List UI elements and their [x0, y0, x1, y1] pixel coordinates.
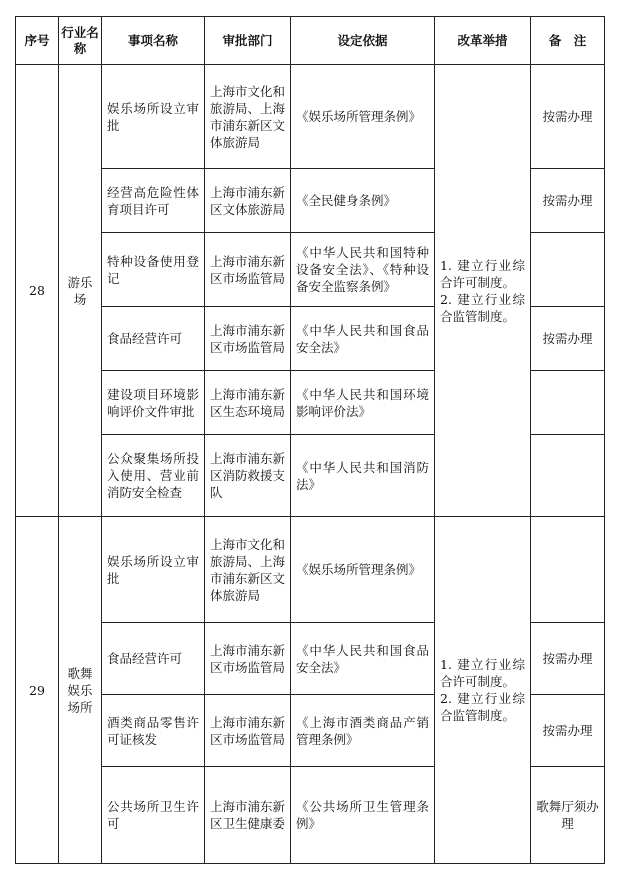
group-industry: 歌舞娱乐场所: [59, 517, 102, 864]
header-item: 事项名称: [102, 17, 205, 65]
remark: 按需办理: [531, 65, 605, 169]
legal-basis: 《中华人民共和国特种设备安全法》、《特种设备安全监察条例》: [291, 233, 435, 307]
header-basis: 设定依据: [291, 17, 435, 65]
table-row: [16, 65, 605, 169]
approval-dept: 上海市浦东新区市场监管局: [205, 307, 291, 371]
header-remark: 备 注: [531, 17, 605, 65]
table-row: [16, 517, 605, 623]
item-name: 特种设备使用登记: [102, 233, 205, 307]
item-name: 酒类商品零售许可证核发: [102, 695, 205, 767]
item-name: 娱乐场所设立审批: [102, 517, 205, 623]
remark: 按需办理: [531, 307, 605, 371]
approval-dept: 上海市浦东新区生态环境局: [205, 371, 291, 435]
approval-dept: 上海市浦东新区市场监管局: [205, 695, 291, 767]
item-name: 经营高危险性体育项目许可: [102, 169, 205, 233]
approval-dept: 上海市浦东新区卫生健康委: [205, 767, 291, 864]
legal-basis: 《娱乐场所管理条例》: [291, 65, 435, 169]
remark: 按需办理: [531, 623, 605, 695]
remark: 按需办理: [531, 169, 605, 233]
legal-basis: 《中华人民共和国食品安全法》: [291, 623, 435, 695]
item-name: 食品经营许可: [102, 623, 205, 695]
header-industry: 行业名称: [59, 17, 102, 65]
approval-dept: 上海市浦东新区消防救援支队: [205, 435, 291, 517]
legal-basis: 《全民健身条例》: [291, 169, 435, 233]
group-no: 29: [16, 517, 59, 864]
header-row: [16, 17, 605, 65]
group-no: 28: [16, 65, 59, 517]
remark: [531, 517, 605, 623]
legal-basis: 《中华人民共和国环境影响评价法》: [291, 371, 435, 435]
approval-dept: 上海市浦东新区文体旅游局: [205, 169, 291, 233]
approval-dept: 上海市文化和旅游局、上海市浦东新区文体旅游局: [205, 65, 291, 169]
item-name: 食品经营许可: [102, 307, 205, 371]
legal-basis: 《上海市酒类商品产销管理条例》: [291, 695, 435, 767]
reform-measures: 1. 建立行业综合许可制度。 2. 建立行业综合监管制度。: [435, 65, 531, 517]
header-dept: 审批部门: [205, 17, 291, 65]
legal-basis: 《娱乐场所管理条例》: [291, 517, 435, 623]
approval-dept: 上海市文化和旅游局、上海市浦东新区文体旅游局: [205, 517, 291, 623]
legal-basis: 《公共场所卫生管理条例》: [291, 767, 435, 864]
legal-basis: 《中华人民共和国食品安全法》: [291, 307, 435, 371]
remark: 歌舞厅须办理: [531, 767, 605, 864]
item-name: 公共场所卫生许可: [102, 767, 205, 864]
group-industry: 游乐场: [59, 65, 102, 517]
header-reform: 改革举措: [435, 17, 531, 65]
approval-items-table: [15, 16, 605, 864]
reform-measures: 1. 建立行业综合许可制度。 2. 建立行业综合监管制度。: [435, 517, 531, 864]
remark: [531, 371, 605, 435]
approval-dept: 上海市浦东新区市场监管局: [205, 623, 291, 695]
item-name: 公众聚集场所投入使用、营业前消防安全检查: [102, 435, 205, 517]
header-no: 序号: [16, 17, 59, 65]
approval-dept: 上海市浦东新区市场监管局: [205, 233, 291, 307]
item-name: 娱乐场所设立审批: [102, 65, 205, 169]
remark: [531, 233, 605, 307]
remark: [531, 435, 605, 517]
legal-basis: 《中华人民共和国消防法》: [291, 435, 435, 517]
remark: 按需办理: [531, 695, 605, 767]
item-name: 建设项目环境影响评价文件审批: [102, 371, 205, 435]
